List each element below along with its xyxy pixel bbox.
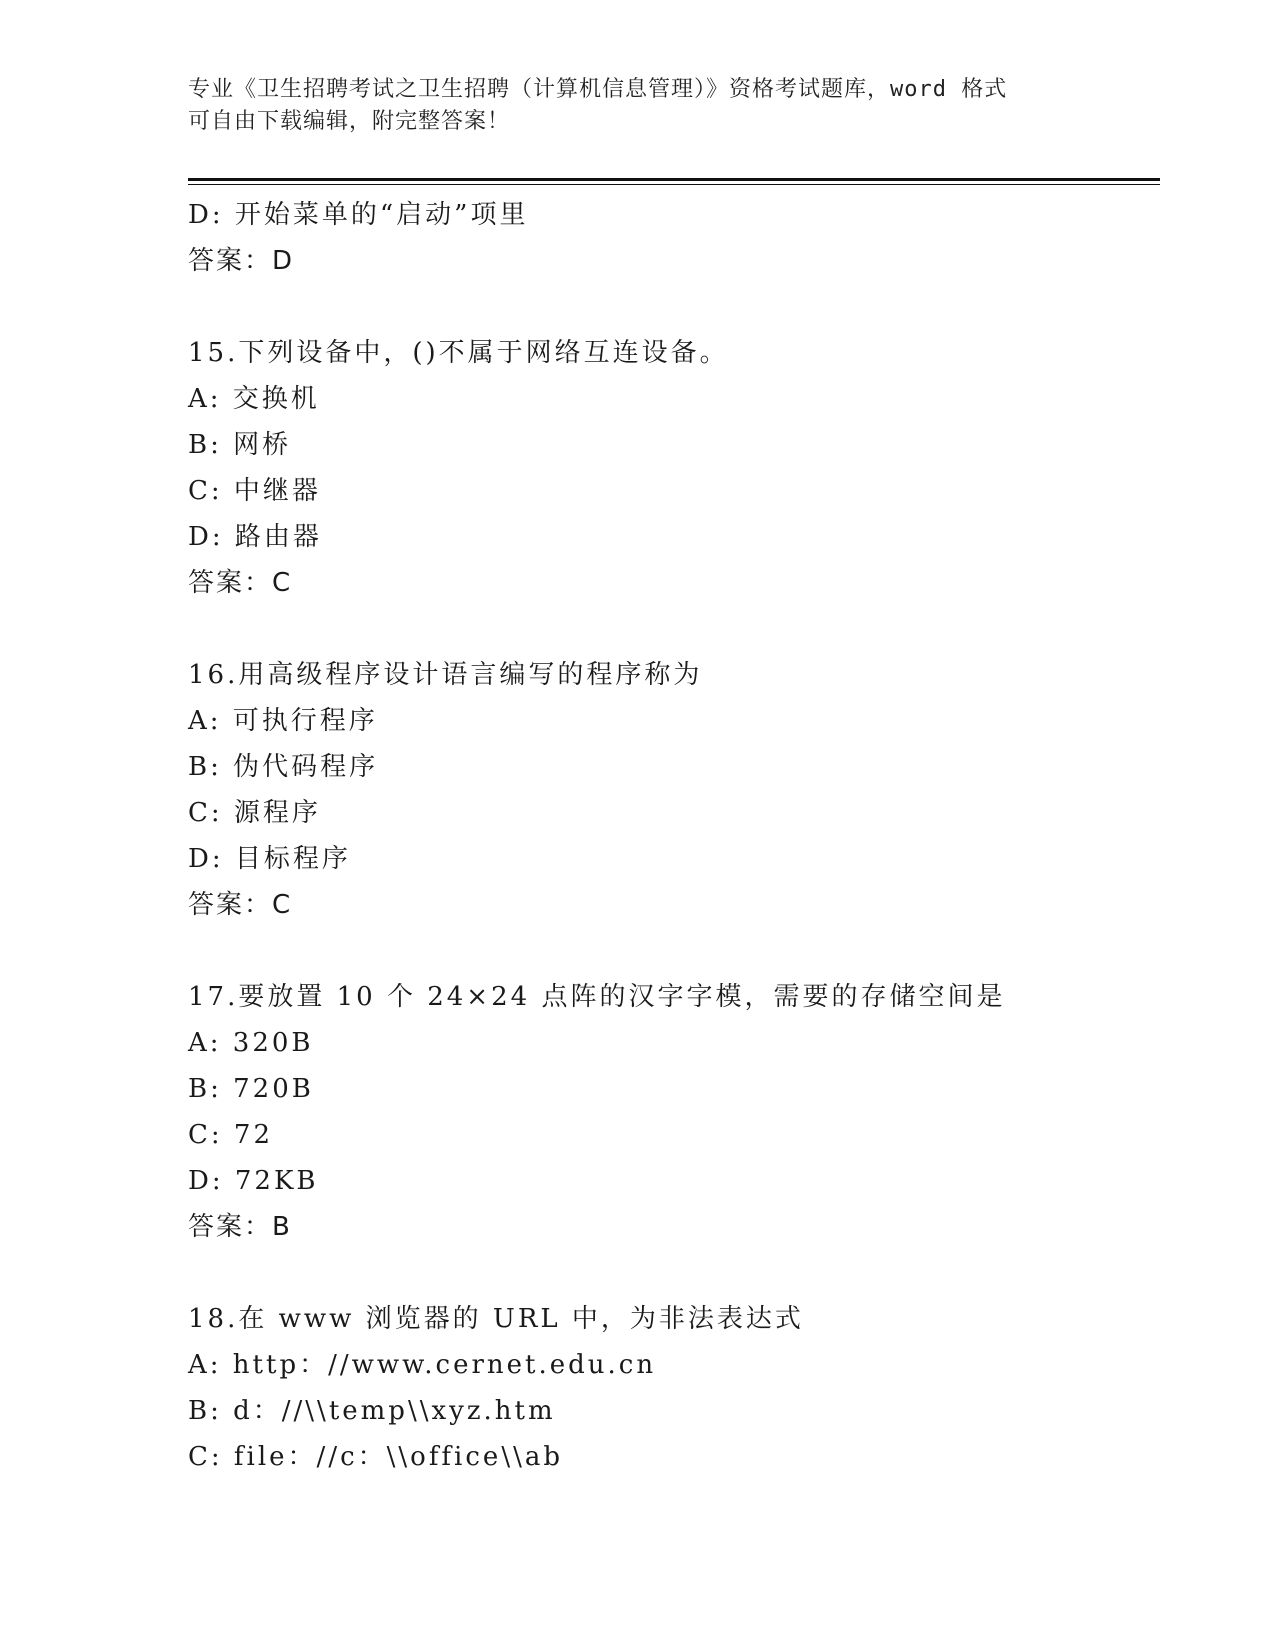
- question-block-16: [188, 652, 1158, 928]
- answer-line: 答案：B: [188, 1212, 292, 1242]
- option-c: C: 源程序: [188, 798, 321, 828]
- question-text: 16.用高级程序设计语言编写的程序称为: [188, 660, 703, 690]
- option-a: A: http：//www.cernet.edu.cn: [188, 1350, 657, 1380]
- question-block-14: [188, 192, 1158, 284]
- option-c: C: 72: [188, 1120, 274, 1150]
- answer-line: 答案：C: [188, 890, 293, 920]
- header-line-1: 专业《卫生招聘考试之卫生招聘（计算机信息管理）》资格考试题库，word 格式: [188, 77, 1008, 102]
- question-text: 17.要放置 10 个 24×24 点阵的汉字字模，需要的存储空间是: [188, 982, 1006, 1012]
- header-line-2: 可自由下载编辑，附完整答案！: [188, 109, 511, 134]
- header-rule-thick: [188, 178, 1160, 181]
- option-d: D: 目标程序: [188, 844, 351, 874]
- option-b: B: 伪代码程序: [188, 752, 379, 782]
- header-rule-thin: [188, 184, 1160, 185]
- question-text: 15.下列设备中，()不属于网络互连设备。: [188, 338, 729, 368]
- option-c: C: 中继器: [188, 476, 321, 506]
- question-block-15: [188, 330, 1158, 606]
- answer-line: 答案：C: [188, 568, 293, 598]
- answer-line: 答案：D: [188, 246, 295, 276]
- option-a: A: 交换机: [188, 384, 320, 414]
- option-a: A: 320B: [188, 1028, 314, 1058]
- option-b: B: d：//\\temp\\xyz.htm: [188, 1396, 556, 1426]
- option-d: D: 路由器: [188, 522, 322, 552]
- question-block-18: [188, 1296, 1158, 1480]
- question-text: 18.在 www 浏览器的 URL 中，为非法表达式: [188, 1304, 804, 1334]
- option-d: D: 72KB: [188, 1166, 319, 1196]
- document-header: [188, 74, 1088, 138]
- option-b: B: 网桥: [188, 430, 292, 460]
- option-d: D: 开始菜单的“启动”项里: [188, 200, 529, 230]
- option-a: A: 可执行程序: [188, 706, 378, 736]
- question-block-17: [188, 974, 1158, 1250]
- question-list: [188, 192, 1158, 1480]
- option-b: B: 720B: [188, 1074, 314, 1104]
- option-c: C: file：//c：\\office\\ab: [188, 1442, 563, 1472]
